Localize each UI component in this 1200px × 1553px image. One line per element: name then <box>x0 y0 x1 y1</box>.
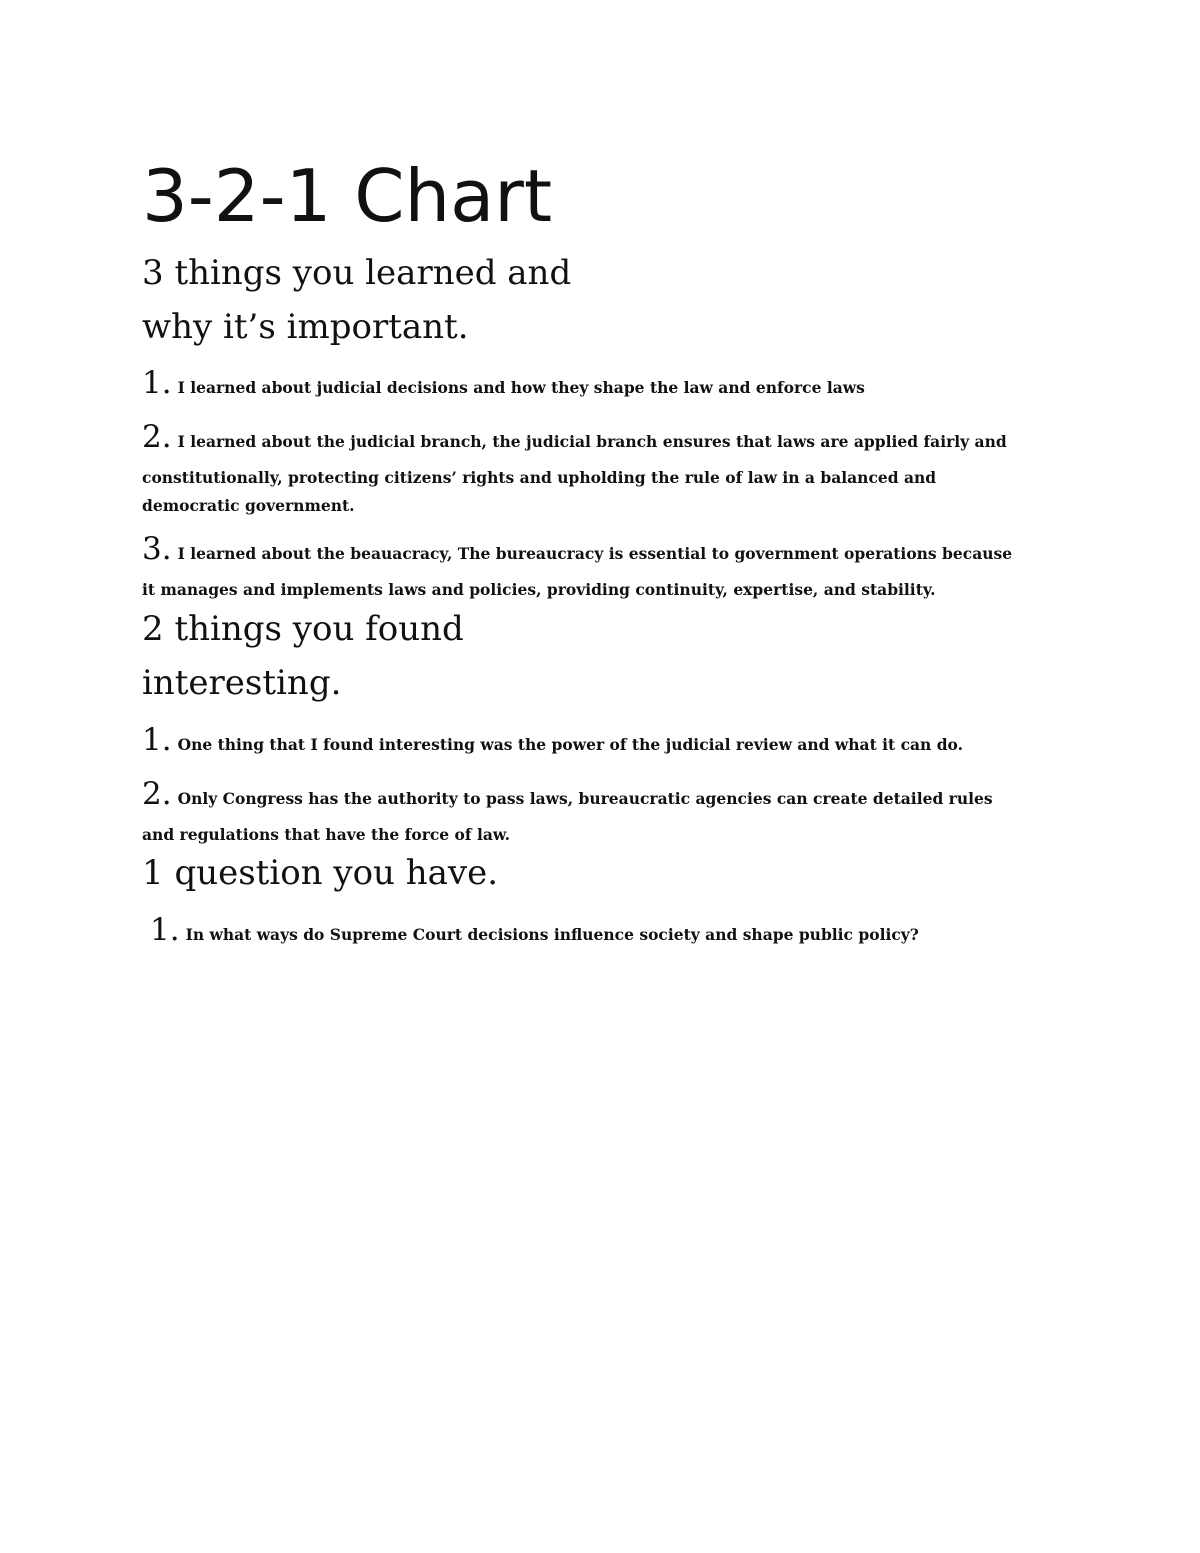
section-heading-learned <box>142 246 571 354</box>
list-item-learned-2 <box>142 421 1072 522</box>
item-line <box>150 914 1080 951</box>
item-text: I learned about the beauacracy, The bureaucracy is essential to government operations because <box>177 544 1013 563</box>
heading-line: 2 things you found <box>142 609 464 649</box>
item-line <box>142 724 1072 761</box>
heading-line: 1 question you have. <box>142 853 499 893</box>
heading-line: 3 things you learned and <box>142 253 572 293</box>
heading-line: why it’s important. <box>142 307 469 347</box>
page-title: 3-2-1 Chart <box>142 154 553 238</box>
section-heading-interesting <box>142 602 464 710</box>
item-line: constitutionally, protecting citizens’ rights and upholding the rule of law in a balanced and <box>142 468 937 487</box>
item-line <box>142 778 1072 815</box>
item-number: 1. <box>150 912 180 948</box>
item-line: democratic government. <box>142 496 355 515</box>
heading-line: interesting. <box>142 663 342 703</box>
list-item-learned-3 <box>142 533 1072 606</box>
item-text: One thing that I found interesting was the power of the judicial review and what it can do. <box>177 735 964 754</box>
item-line <box>142 533 1072 570</box>
item-number: 2. <box>142 419 172 455</box>
item-text: In what ways do Supreme Court decisions influence society and shape public policy? <box>185 925 919 944</box>
item-line: and regulations that have the force of law. <box>142 825 511 844</box>
list-item-learned-1 <box>142 367 1072 404</box>
item-line <box>142 367 1072 404</box>
item-line: it manages and implements laws and policies, providing continuity, expertise, and stability. <box>142 580 936 599</box>
list-item-question-1 <box>150 914 1080 951</box>
item-number: 1. <box>142 365 172 401</box>
item-text: I learned about the judicial branch, the judicial branch ensures that laws are applied fairly and <box>177 432 1007 451</box>
item-line <box>142 421 1072 458</box>
list-item-interesting-2 <box>142 778 1072 851</box>
item-text: Only Congress has the authority to pass laws, bureaucratic agencies can create detailed rules <box>177 789 993 808</box>
list-item-interesting-1 <box>142 724 1072 761</box>
item-number: 2. <box>142 776 172 812</box>
item-text: I learned about judicial decisions and how they shape the law and enforce laws <box>177 378 865 397</box>
item-number: 1. <box>142 722 172 758</box>
section-heading-question <box>142 846 498 900</box>
item-number: 3. <box>142 531 172 567</box>
